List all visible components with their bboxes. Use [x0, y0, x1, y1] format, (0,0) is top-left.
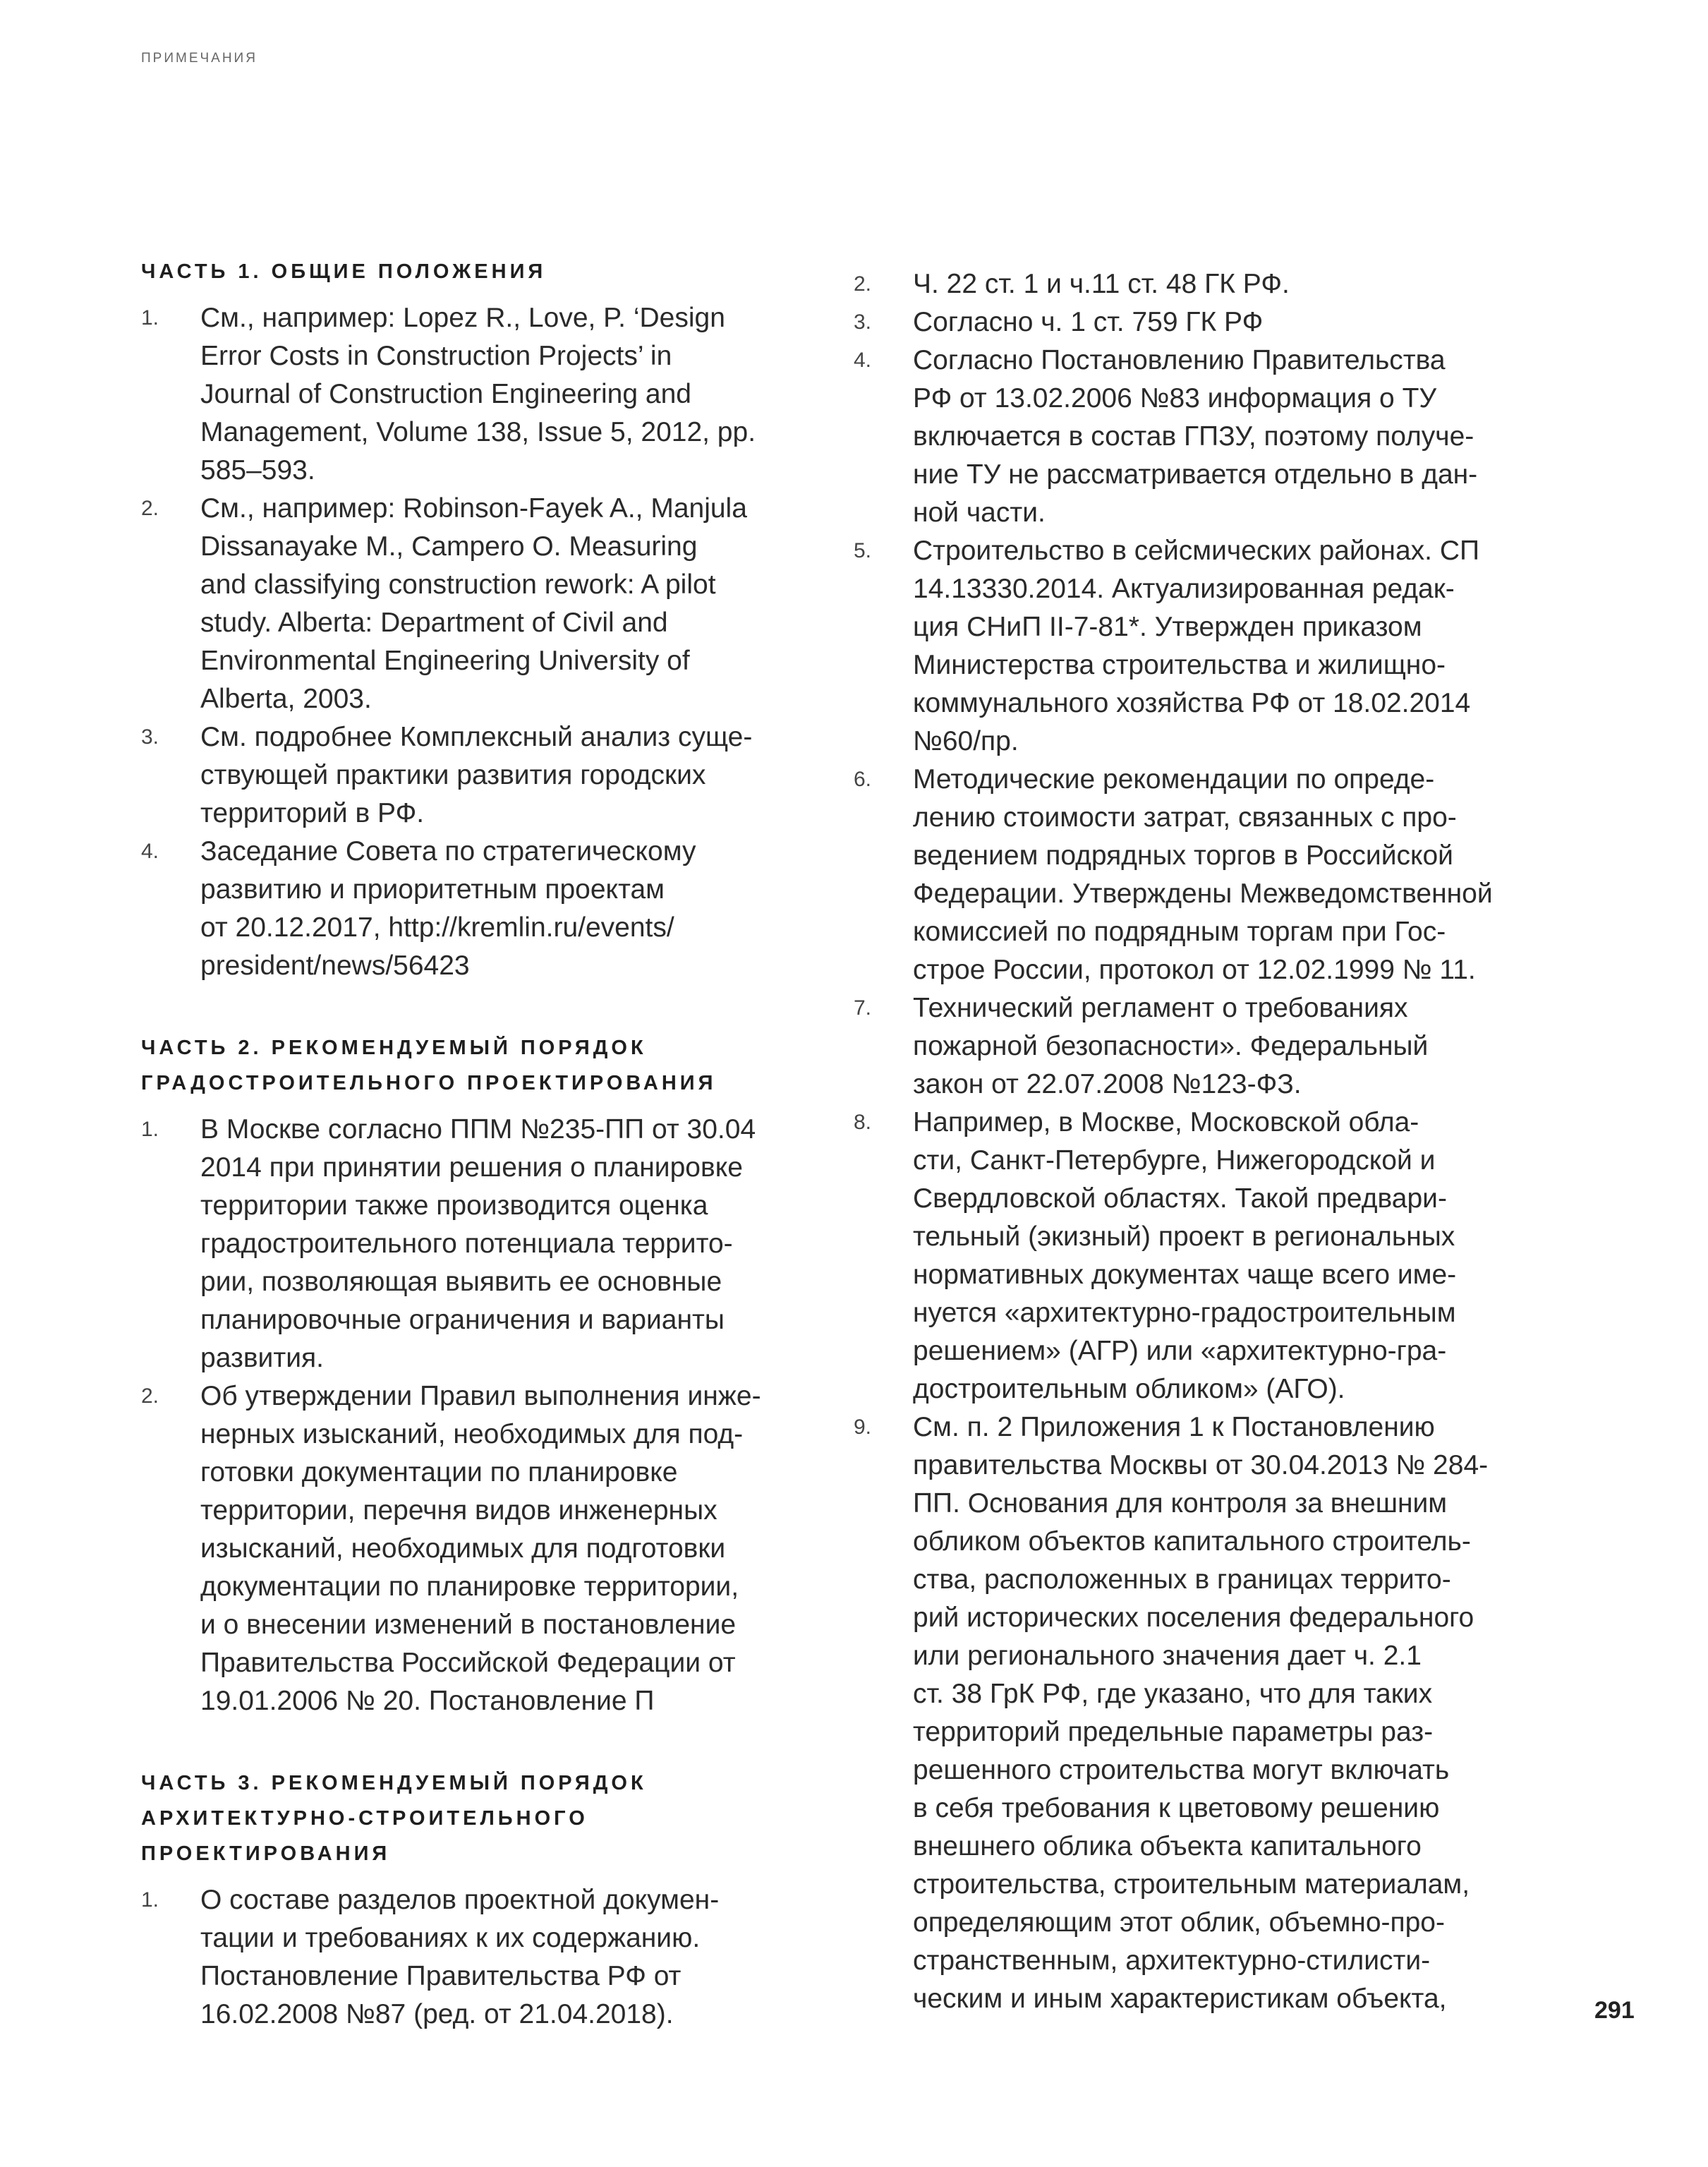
section-heading-line: ЧАСТЬ 2. РЕКОМЕНДУЕМЫЙ ПОРЯДОК: [141, 1037, 647, 1059]
note-number: 9.: [854, 1416, 872, 1439]
note-text-line: См. п. 2 Приложения 1 к Постановлению: [913, 1412, 1435, 1442]
note-number: 3.: [141, 725, 159, 749]
note-text-line: решением» (АГР) или «архитектурно-гра-: [913, 1336, 1447, 1366]
note-number: 6.: [854, 768, 872, 791]
note-text-line: Постановление Правительства РФ от: [200, 1961, 682, 1991]
section-heading-line: ЧАСТЬ 1. ОБЩИЕ ПОЛОЖЕНИЯ: [141, 260, 547, 283]
note-text-line: №60/пр.: [913, 726, 1019, 756]
note-item: [854, 761, 1566, 989]
note-item: [854, 1408, 1566, 2018]
note-text-line: готовки документации по планировке: [200, 1457, 678, 1487]
note-text-line: включается в состав ГПЗУ, поэтому получе-: [913, 421, 1474, 452]
section-heading-line: ПРОЕКТИРОВАНИЯ: [141, 1842, 391, 1865]
notes-section: [141, 254, 818, 985]
note-text-line: В Москве согласно ППМ №235-ПП от 30.04: [200, 1114, 756, 1145]
note-text-line: ция СНиП II-7-81*. Утвержден приказом: [913, 612, 1422, 642]
note-text: [200, 833, 818, 985]
note-text-line: Методические рекомендации по опреде-: [913, 764, 1435, 795]
note-text-line: рий исторических поселения федерального: [913, 1602, 1474, 1633]
note-number: 7.: [854, 996, 872, 1020]
note-text-line: Ч. 22 ст. 1 и ч.11 ст. 48 ГК РФ.: [913, 269, 1290, 299]
note-text-line: 2014 при принятии решения о планировке: [200, 1152, 743, 1183]
note-item: [854, 1104, 1566, 1408]
note-text-line: РФ от 13.02.2006 №83 информация о ТУ: [913, 383, 1437, 414]
note-text-line: Error Costs in Construction Projects’ in: [200, 341, 672, 371]
note-text-line: обликом объектов капитального строитель-: [913, 1526, 1471, 1557]
note-text-line: 16.02.2008 №87 (ред. от 21.04.2018).: [200, 1999, 674, 2029]
note-text-line: and classifying construction rework: A pilot: [200, 569, 716, 600]
note-text-line: закон от 22.07.2008 №123-ФЗ.: [913, 1069, 1302, 1099]
note-text-line: Министерства строительства и жилищно-: [913, 650, 1446, 680]
note-text-line: ние ТУ не рассматривается отдельно в дан-: [913, 459, 1478, 490]
note-number: 4.: [141, 840, 159, 863]
note-text: [913, 761, 1566, 989]
note-text-line: или регионального значения дает ч. 2.1: [913, 1641, 1422, 1671]
note-text-line: Строительство в сейсмических районах. СП: [913, 536, 1480, 566]
section-heading: [141, 254, 818, 289]
note-text-line: и о внесении изменений в постановление: [200, 1610, 737, 1640]
note-text: [913, 989, 1566, 1104]
note-text: [913, 1408, 1566, 2018]
note-text-line: внешнего облика объекта капитального: [913, 1831, 1422, 1861]
note-item: [141, 490, 818, 718]
note-text-line: коммунального хозяйства РФ от 18.02.2014: [913, 688, 1471, 718]
note-number: 1.: [141, 1888, 159, 1912]
note-text-line: строительства, строительным материалам,: [913, 1869, 1470, 1900]
note-text-line: ПП. Основания для контроля за внешним: [913, 1488, 1448, 1519]
note-text-line: ст. 38 ГрК РФ, где указано, что для таких: [913, 1679, 1433, 1709]
note-item: [141, 718, 818, 833]
note-text-line: Правительства Российской Федерации от: [200, 1648, 736, 1678]
note-text-line: president/news/56423: [200, 950, 470, 981]
note-text-line: тации и требованиях к их содержанию.: [200, 1923, 701, 1953]
note-text-line: Свердловской областях. Такой предвари-: [913, 1183, 1447, 1214]
note-number: 1.: [141, 1118, 159, 1141]
note-item: [854, 532, 1566, 761]
note-text-line: нормативных документах чаще всего име-: [913, 1260, 1457, 1290]
note-text-line: Journal of Construction Engineering and: [200, 379, 691, 409]
note-text-line: ной части.: [913, 497, 1046, 528]
note-text-line: тельный (экизный) проект в региональных: [913, 1221, 1455, 1252]
note-text-line: территории также производится оценка: [200, 1190, 708, 1221]
note-text: [913, 532, 1566, 761]
note-text-line: ческим и иным характеристикам объекта,: [913, 1984, 1447, 2014]
note-text-line: Технический регламент о требованиях: [913, 993, 1408, 1023]
note-text-line: территорий в РФ.: [200, 798, 425, 828]
note-text-line: решенного строительства могут включать: [913, 1755, 1450, 1785]
note-text-line: Dissanayake M., Campero O. Measuring: [200, 531, 698, 562]
note-item: [854, 265, 1566, 303]
note-text-line: Например, в Москве, Московской обла-: [913, 1107, 1419, 1137]
section-heading: [141, 1765, 818, 1871]
note-text: [200, 299, 818, 490]
note-text-line: странственным, архитектурно-стилисти-: [913, 1945, 1431, 1976]
note-text: [913, 265, 1566, 303]
note-text-line: См., например: Robinson-Fayek A., Manjula: [200, 493, 747, 524]
note-text-line: Заседание Совета по стратегическому: [200, 836, 696, 867]
note-number: 3.: [854, 310, 872, 334]
note-item: [141, 1881, 818, 2034]
note-text-line: 585–593.: [200, 455, 315, 485]
note-text: [200, 490, 818, 718]
section-heading-line: АРХИТЕКТУРНО-СТРОИТЕЛЬНОГО: [141, 1807, 588, 1830]
section-heading: [141, 1030, 818, 1101]
note-text-line: территорий предельные параметры раз-: [913, 1717, 1434, 1747]
note-item: [854, 303, 1566, 342]
note-text-line: комиссией по подрядным торгам при Гос-: [913, 917, 1446, 947]
note-text: [200, 1881, 818, 2034]
note-text-line: Environmental Engineering University of: [200, 646, 690, 676]
note-text-line: определяющим этот облик, объемно-про-: [913, 1907, 1445, 1938]
note-text-line: Федерации. Утверждены Межведомственной: [913, 879, 1493, 909]
note-text-line: документации по планировке территории,: [200, 1571, 739, 1602]
note-text-line: сти, Санкт-Петербурге, Нижегородской и: [913, 1145, 1436, 1176]
note-text: [913, 303, 1566, 342]
note-text-line: См. подробнее Комплексный анализ суще-: [200, 722, 753, 752]
note-item: [854, 342, 1566, 532]
note-text-line: Согласно Постановлению Правительства: [913, 345, 1446, 375]
note-text-line: Alberta, 2003.: [200, 684, 372, 714]
note-item: [141, 833, 818, 985]
note-text-line: строе России, протокол от 12.02.1999 № 11.: [913, 955, 1476, 985]
note-text-line: Согласно ч. 1 ст. 759 ГК РФ: [913, 307, 1264, 337]
note-text: [200, 1111, 818, 1377]
note-number: 1.: [141, 306, 159, 330]
note-item: [141, 1111, 818, 1377]
note-text-line: ведением подрядных торгов в Российской: [913, 840, 1453, 871]
note-text-line: развития.: [200, 1343, 324, 1373]
note-number: 5.: [854, 539, 872, 562]
note-text-line: ства, расположенных в границах террито-: [913, 1564, 1451, 1595]
note-text-line: градостроительного потенциала террито-: [200, 1229, 733, 1259]
note-text-line: Management, Volume 138, Issue 5, 2012, pp.: [200, 417, 756, 447]
note-number: 4.: [854, 349, 872, 372]
note-text-line: лению стоимости затрат, связанных с про-: [913, 802, 1457, 833]
note-item: [854, 989, 1566, 1104]
note-text-line: достроительным обликом» (АГО).: [913, 1374, 1345, 1404]
note-text-line: планировочные ограничения и варианты: [200, 1305, 725, 1335]
section-heading-line: ГРАДОСТРОИТЕЛЬНОГО ПРОЕКТИРОВАНИЯ: [141, 1072, 717, 1094]
running-header: ПРИМЕЧАНИЯ: [141, 51, 258, 66]
left-column: [141, 254, 818, 2079]
note-item: [141, 1377, 818, 1720]
note-text-line: пожарной безопасности». Федеральный: [913, 1031, 1429, 1061]
note-text: [200, 718, 818, 833]
note-text-line: ствующей практики развития городских: [200, 760, 706, 790]
note-text-line: 14.13330.2014. Актуализированная редак-: [913, 574, 1455, 604]
notes-section: [141, 1765, 818, 2034]
note-number: 2.: [854, 272, 872, 296]
note-text-line: О составе разделов проектной докумен-: [200, 1885, 720, 1915]
note-text-line: 19.01.2006 № 20. Постановление П: [200, 1686, 655, 1716]
note-text: [200, 1377, 818, 1720]
section-heading-line: ЧАСТЬ 3. РЕКОМЕНДУЕМЫЙ ПОРЯДОК: [141, 1772, 647, 1794]
note-number: 2.: [141, 1384, 159, 1408]
note-item: [141, 299, 818, 490]
note-text-line: нерных изысканий, необходимых для под-: [200, 1419, 744, 1449]
note-number: 8.: [854, 1111, 872, 1134]
note-text-line: в себя требования к цветовому решению: [913, 1793, 1440, 1823]
note-text-line: развитию и приоритетным проектам: [200, 874, 665, 905]
note-text-line: study. Alberta: Department of Civil and: [200, 608, 668, 638]
note-text-line: нуется «архитектурно-градостроительным: [913, 1298, 1456, 1328]
note-text-line: рии, позволяющая выявить ее основные: [200, 1267, 722, 1297]
note-text-line: изысканий, необходимых для подготовки: [200, 1533, 726, 1564]
note-text: [913, 342, 1566, 532]
note-text-line: правительства Москвы от 30.04.2013 № 284-: [913, 1450, 1489, 1480]
notes-section: [141, 1030, 818, 1720]
note-number: 2.: [141, 497, 159, 520]
note-text: [913, 1104, 1566, 1408]
right-column: [854, 265, 1566, 2018]
note-text-line: См., например: Lopez R., Love, P. ‘Design: [200, 303, 725, 333]
note-text-line: Об утверждении Правил выполнения инже-: [200, 1381, 761, 1411]
page-number: 291: [1594, 1997, 1635, 2024]
note-text-line: территории, перечня видов инженерных: [200, 1495, 717, 1526]
note-text-line: от 20.12.2017, http://kremlin.ru/events/: [200, 912, 674, 943]
